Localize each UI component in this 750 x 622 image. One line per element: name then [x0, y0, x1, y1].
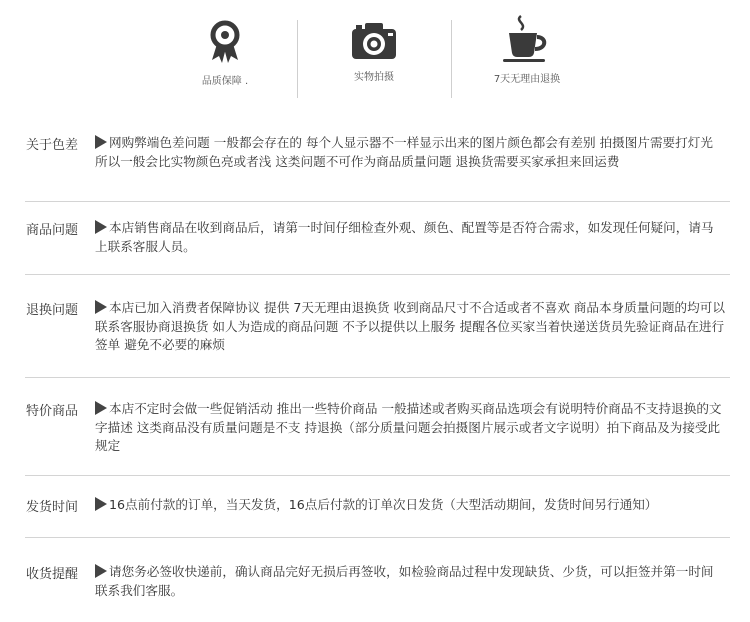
section-body	[95, 134, 725, 171]
service-badges	[0, 0, 750, 110]
row-divider	[25, 537, 730, 538]
section-text: 16点前付款的订单，当天发货，16点后付款的订单次日发货（大型活动期间，发货时间另行通知）	[109, 497, 658, 512]
section-body	[95, 563, 725, 600]
section-text: 网购弊端色差问题 一般都会存在的 每个人显示器不一样显示出来的图片颜色都会有差别 拍摄图片需要打灯光 所以一般会比实物颜色亮或者浅 这类问题不可作为商品质量问题 退换货需要买家承担来回运费	[95, 135, 713, 169]
award-ribbon-icon	[207, 20, 243, 66]
camera-icon	[350, 20, 398, 62]
triangle-bullet-icon	[95, 300, 107, 314]
triangle-bullet-icon	[95, 564, 107, 578]
section-text: 请您务必签收快递前，确认商品完好无损后再签收，如检验商品过程中发现缺货、少货，可以拒签并第一时间联系我们客服。	[95, 564, 714, 598]
section-title: 特价商品	[26, 404, 79, 419]
section-title: 退换问题	[26, 303, 79, 318]
badge-label: 7天无理由退换	[493, 74, 561, 85]
section-text: 本店已加入消费者保障协议 提供 7天无理由退换货 收到商品尺寸不合适或者不喜欢 商品本身质量问题的均可以联系客服协商退换货 如人为造成的商品问题 不予以提供以上服务 提醒各位买家当着快递送货员先验证商品在进行签单 避免不必要的麻烦	[95, 300, 725, 352]
badge-return	[472, 14, 582, 85]
section-body	[95, 299, 725, 355]
badge-quality	[180, 20, 270, 87]
badge-label: 品质保障 .	[201, 76, 249, 87]
divider	[451, 20, 452, 98]
section-text: 本店不定时会做一些促销活动 推出一些特价商品 一般描述或者购买商品选项会有说明特价商品不支持退换的文字描述 这类商品没有质量问题是不支 持退换（部分质量问题会拍摄图片展示或者文字说明）拍下商品及为接受此规定	[95, 401, 722, 453]
row-divider	[25, 274, 730, 275]
row-divider	[25, 201, 730, 202]
section-title: 关于色差	[26, 138, 79, 153]
section-body	[95, 219, 725, 256]
section-title: 商品问题	[26, 223, 79, 238]
section-text: 本店销售商品在收到商品后，请第一时间仔细检查外观、颜色、配置等是否符合需求，如发现任何疑问，请马上联系客服人员。	[95, 220, 714, 254]
section-title: 收货提醒	[26, 567, 79, 582]
section-title: 发货时间	[26, 500, 79, 515]
badge-photo	[329, 20, 419, 83]
badge-label: 实物拍摄	[354, 72, 394, 83]
row-divider	[25, 377, 730, 378]
section-body	[95, 496, 725, 515]
coffee-cup-icon	[499, 14, 555, 64]
triangle-bullet-icon	[95, 135, 107, 149]
divider	[297, 20, 298, 98]
triangle-bullet-icon	[95, 401, 107, 415]
row-divider	[25, 475, 730, 476]
section-body	[95, 400, 725, 456]
triangle-bullet-icon	[95, 220, 107, 234]
triangle-bullet-icon	[95, 497, 107, 511]
